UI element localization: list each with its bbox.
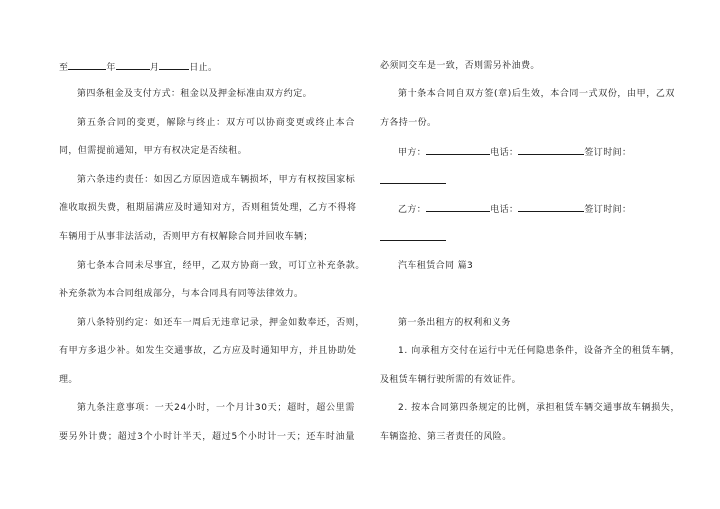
party-a-phone-blank [518, 145, 584, 155]
article-7-line-1: 第七条本合同未尽事宜，经甲，乙双方协商一致，可订立补充条款。 [77, 261, 366, 271]
article-5-line-2: 同，但需提前通知，甲方有权决定是否续租。 [59, 146, 248, 156]
month-blank [116, 60, 150, 70]
term-end-date-line [59, 60, 217, 74]
month-label: 月 [149, 63, 160, 73]
party-a-date-blank [380, 174, 446, 184]
year-blank [68, 60, 106, 70]
party-b-blank [426, 202, 490, 212]
party-b-phone-blank [518, 202, 584, 212]
party-a-blank [426, 145, 490, 155]
party-a-phone-label: 电话： [490, 148, 519, 158]
party-b-signature-line [380, 202, 631, 216]
party-b-label: 乙方： [398, 205, 427, 215]
article-9-line-3: 必须同交车是一致，否则需另补油费。 [380, 61, 540, 71]
article-10-line-2: 方各持一份。 [380, 118, 437, 128]
article-6-line-2: 准收取损失费，租期届满应及时通知对方，否则租赁处理，乙方不得将 [59, 203, 357, 213]
article-1-heading: 第一条出租方的权利和义务 [398, 318, 511, 328]
article-7-line-2: 补充条款为本合同组成部分，与本合同具有同等法律效力。 [59, 289, 304, 299]
article-9-line-1: 第九条注意事项：一天24小时，一个月计30天；超时，超公里需 [77, 403, 355, 413]
party-a-label: 甲方： [398, 148, 427, 158]
article-9-line-2: 要另外计费；超过3个小时计半天，超过5个小时计一天；还车时油量 [59, 432, 355, 442]
party-a-date-label: 签订时间： [584, 148, 632, 158]
party-b-date-label: 签订时间： [584, 205, 632, 215]
section-heading: 汽车租赁合同 篇3 [398, 261, 474, 271]
article-1-item-2-line-2: 车辆盗抢、第三者责任的风险。 [380, 432, 512, 442]
year-label: 年 [106, 63, 116, 73]
article-8-line-1: 第八条特别约定：如还车一周后无违章记录，押金如数奉还，否则， [77, 318, 366, 328]
article-4: 第四条租金及支付方式：租金以及押金标准由双方约定。 [77, 89, 313, 99]
article-1-item-1-line-1: 1. 向承租方交付在运行中无任何隐患条件，设备齐全的租赁车辆， [398, 346, 681, 356]
day-label: 日止。 [189, 63, 218, 73]
article-1-item-2-line-1: 2. 按本合同第四条规定的比例，承担租赁车辆交通事故车辆损失， [398, 403, 681, 413]
article-10-line-1: 第十条本合同自双方签(章)后生效，本合同一式双份，由甲，乙双 [398, 89, 676, 99]
term-end-prefix: 至 [59, 63, 69, 73]
party-a-signature-line [380, 145, 631, 159]
party-a-date-row [380, 174, 446, 188]
day-blank [159, 60, 189, 70]
party-b-date-row [380, 231, 446, 245]
article-8-line-2: 有甲方多退少补。如发生交通事故，乙方应及时通知甲方，并且协助处 [59, 346, 357, 356]
article-8-line-3: 理。 [59, 375, 78, 385]
party-b-date-blank [380, 231, 446, 241]
article-5-line-1: 第五条合同的变更，解除与终止：双方可以协商变更或终止本合 [77, 118, 355, 128]
article-1-item-1-line-2: 及租赁车辆行驶所需的有效证件。 [380, 375, 522, 385]
article-6-line-1: 第六条违约责任：如因乙方原因造成车辆损坏，甲方有权按国家标 [77, 175, 356, 185]
party-b-phone-label: 电话： [490, 205, 519, 215]
article-6-line-3: 车辆用于从事非法活动，否则甲方有权解除合同并回收车辆； [59, 232, 313, 242]
